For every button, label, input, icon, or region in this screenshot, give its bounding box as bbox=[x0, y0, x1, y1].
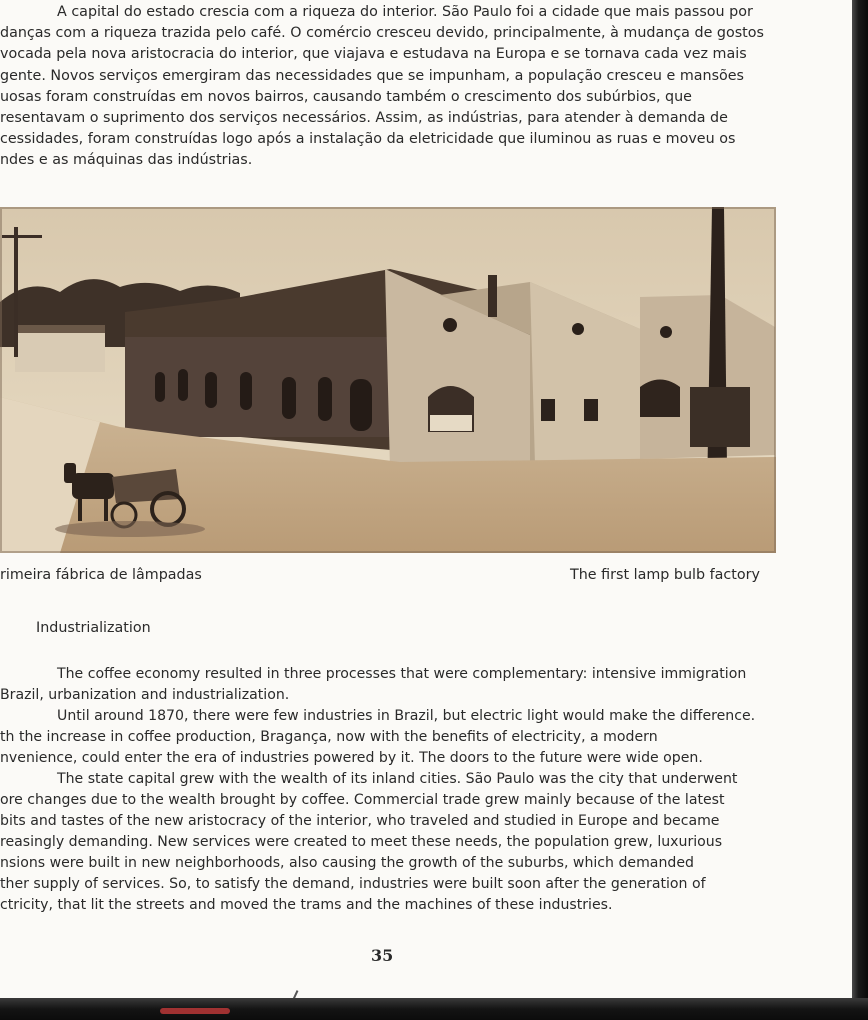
text-line: nsions were built in new neighborhoods, also causing the growth of the suburbs, which demanded bbox=[0, 855, 694, 871]
text-line: A capital do estado crescia com a riqueza do interior. São Paulo foi a cidade que mais passou por bbox=[57, 4, 753, 20]
portuguese-paragraph bbox=[0, 2, 790, 172]
text-line: ore changes due to the wealth brought by coffee. Commercial trade grew mainly because of the latest bbox=[0, 792, 725, 808]
photo-caption-portuguese: rimeira fábrica de lâmpadas bbox=[0, 567, 202, 583]
text-line: uosas foram construídas em novos bairros, causando também o crescimento dos subúrbios, que bbox=[0, 88, 692, 105]
text-line: danças com a riqueza trazida pelo café. O comércio cresceu devido, principalmente, à mudança de gostos bbox=[0, 25, 764, 42]
text-line: cessidades, foram construídas logo após a instalação da eletricidade que iluminou as ruas e moveu os bbox=[0, 131, 736, 148]
factory-photo bbox=[0, 207, 776, 553]
text-line: Brazil, urbanization and industrialization. bbox=[0, 687, 290, 703]
book-bottom-edge bbox=[0, 998, 868, 1020]
text-line: The coffee economy resulted in three processes that were complementary: intensive immigration bbox=[57, 666, 747, 682]
text-line: gente. Novos serviços emergiram das necessidades que se impunham, a população cresceu e mansões bbox=[0, 67, 745, 84]
text-line: resentavam o suprimento dos serviços necessários. Assim, as indústrias, para atender à demanda de bbox=[0, 110, 728, 127]
book-spine-edge bbox=[852, 0, 868, 1020]
text-line: vocada pela nova aristocracia do interior, que viajava e estudava na Europa e se tornava cada vez mais bbox=[0, 46, 747, 63]
page-number: 35 bbox=[371, 946, 394, 965]
text-line: The state capital grew with the wealth of its inland cities. São Paulo was the city that underwent bbox=[57, 771, 738, 787]
text-line: ctricity, that lit the streets and moved the trams and the machines of these industries. bbox=[0, 897, 613, 913]
factory-photo-illustration bbox=[0, 207, 776, 553]
photo-caption-english: The first lamp bulb factory bbox=[570, 567, 760, 583]
section-heading: Industrialization bbox=[36, 620, 151, 636]
text-line: bits and tastes of the new aristocracy of the interior, who traveled and studied in Europe and became bbox=[0, 813, 720, 829]
text-line: reasingly demanding. New services were created to meet these needs, the population grew, luxurious bbox=[0, 834, 723, 850]
text-line: ther supply of services. So, to satisfy the demand, industries were built soon after the generation of bbox=[0, 876, 706, 892]
english-paragraphs bbox=[0, 664, 777, 916]
text-line: th the increase in coffee production, Bragança, now with the benefits of electricity, a modern bbox=[0, 729, 658, 745]
text-line: nvenience, could enter the era of industries powered by it. The doors to the future were wide open. bbox=[0, 750, 703, 766]
text-line: Until around 1870, there were few industries in Brazil, but electric light would make the difference. bbox=[57, 708, 756, 724]
red-bookmark-icon bbox=[160, 1008, 230, 1014]
text-line: ndes e as máquinas das indústrias. bbox=[0, 152, 253, 169]
